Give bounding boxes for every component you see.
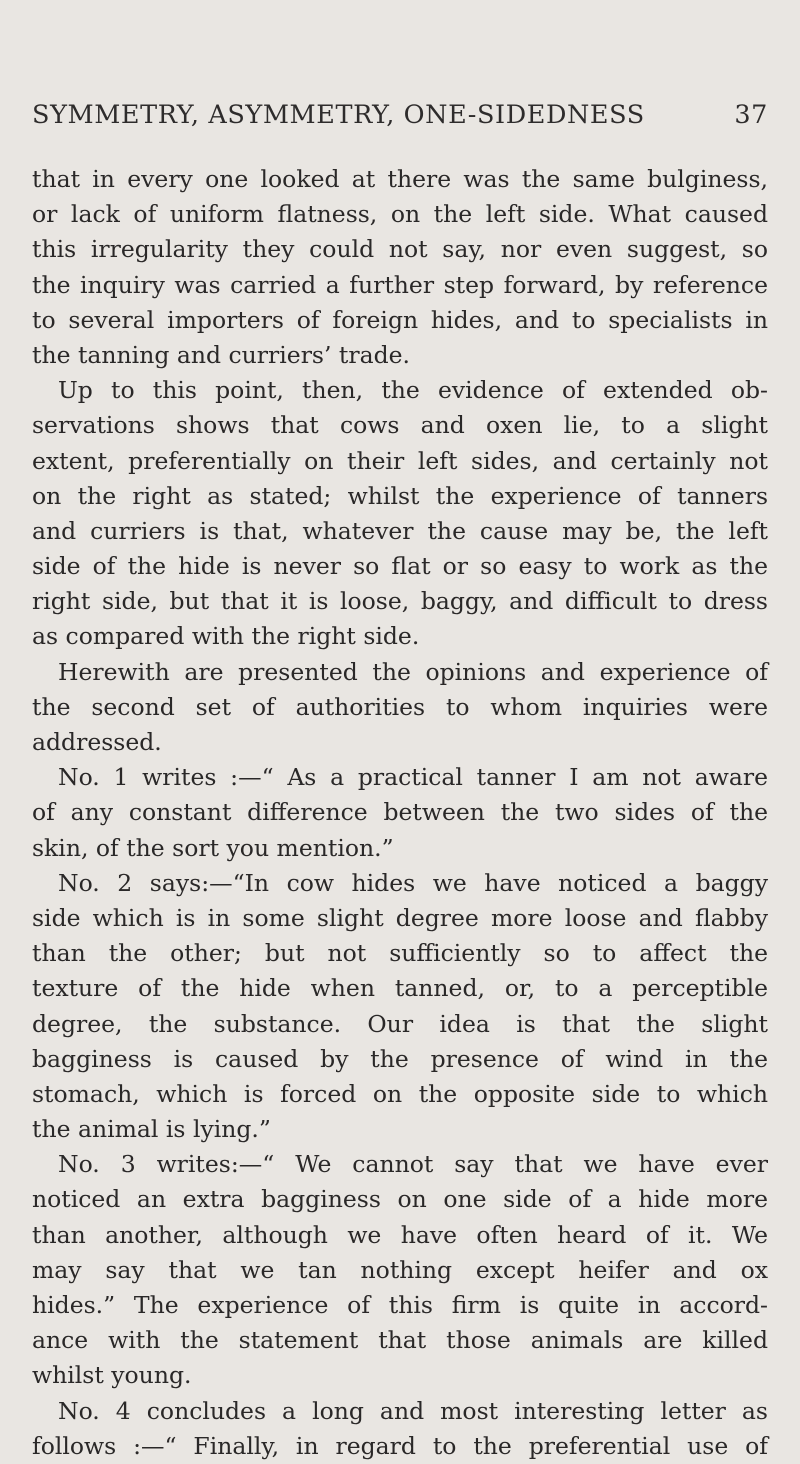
text-line: follows :—“ Finally, in regard to the preferential use of — [32, 1431, 768, 1460]
text-line: skin, of the sort you mention.” — [32, 833, 394, 862]
text-line: right side, but that it is loose, baggy, and difficult to dress — [32, 587, 768, 616]
text-line: than another, although we have often heard of it. We — [32, 1220, 768, 1249]
text-line: No. 1 writes :—“ As a practical tanner I am not aware — [58, 763, 768, 792]
text-line: may say that we tan nothing except heifer and ox — [32, 1255, 768, 1284]
text-line: No. 4 concludes a long and most interesting letter as — [58, 1396, 768, 1425]
text-line: than the other; but not sufficiently so to affect the — [32, 939, 768, 968]
text-line: stomach, which is forced on the opposite side to which — [32, 1079, 768, 1108]
text-line: the second set of authorities to whom inquiries were — [32, 692, 768, 721]
text-line: No. 2 says:—“In cow hides we have noticed a baggy — [58, 868, 768, 897]
text-line: on the right as stated; whilst the experience of tanners — [32, 481, 768, 510]
text-line: side which is in some slight degree more loose and flabby — [32, 903, 768, 932]
text-line: servations shows that cows and oxen lie, to a slight — [32, 411, 768, 440]
text-line: as compared with the right side. — [32, 622, 420, 651]
text-line: the animal is lying.” — [32, 1115, 271, 1144]
running-head-title: SYMMETRY, ASYMMETRY, ONE-SIDEDNESS — [32, 100, 645, 130]
page-number: 37 — [734, 100, 768, 130]
text-line: ance with the statement that those animals are killed — [32, 1326, 768, 1355]
text-line: Herewith are presented the opinions and experience of — [58, 657, 768, 686]
text-line: the tanning and curriers’ trade. — [32, 340, 411, 369]
text-line: and curriers is that, whatever the cause may be, the left — [32, 516, 768, 545]
text-line: noticed an extra bagginess on one side of a hide more — [32, 1185, 768, 1214]
text-line: this irregularity they could not say, nor even suggest, so — [32, 235, 768, 264]
text-line: No. 3 writes:—“ We cannot say that we have ever — [58, 1150, 768, 1179]
text-line: extent, preferentially on their left sides, and certainly not — [32, 446, 768, 475]
text-line: Up to this point, then, the evidence of extended ob- — [58, 376, 768, 405]
text-line: whilst young. — [32, 1361, 192, 1390]
text-line: of any constant difference between the two sides of the — [32, 798, 768, 827]
text-line: that in every one looked at there was the same bulginess, — [32, 165, 768, 193]
text-line: or lack of uniform flatness, on the left side. What caused — [32, 200, 768, 229]
body-text — [32, 162, 768, 1464]
text-line: the inquiry was carried a further step forward, by reference — [32, 270, 768, 299]
text-line: degree, the substance. Our idea is that the slight — [32, 1009, 768, 1038]
text-line: texture of the hide when tanned, or, to a perceptible — [32, 974, 768, 1003]
text-line: side of the hide is never so flat or so easy to work as the — [32, 552, 768, 581]
text-line: hides.” The experience of this firm is quite in accord- — [32, 1291, 768, 1319]
text-line: to several importers of foreign hides, and to specialists in — [32, 305, 768, 334]
running-head — [32, 100, 768, 144]
text-line: addressed. — [32, 728, 162, 756]
text-line: bagginess is caused by the presence of wind in the — [32, 1044, 768, 1073]
